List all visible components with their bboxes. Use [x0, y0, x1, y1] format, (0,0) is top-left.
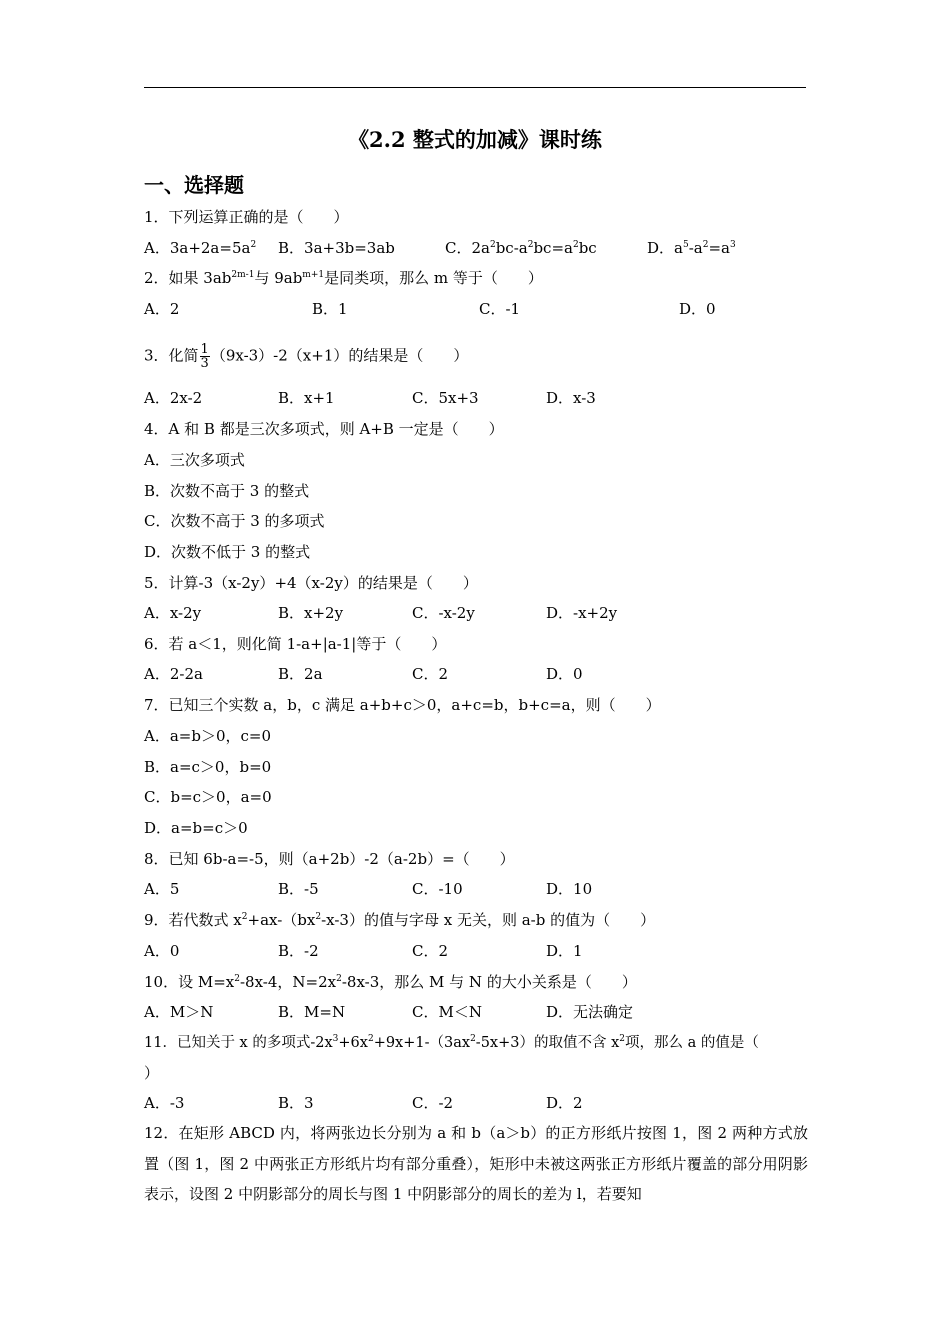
question-4-stem: 4．A 和 B 都是三次多项式，则 A+B 一定是（ ） [144, 420, 504, 438]
question-9-stem: 9．若代数式 $x^2+ax-(bx^2-x-3)$的值与字母 x 无关，则 a-b 的值为（ ） [144, 911, 656, 929]
option-c[interactable]: C．2 [412, 665, 449, 683]
option-d[interactable]: D．$a^5-a^2=a^3$ [647, 239, 736, 257]
option-a[interactable]: A．2 [144, 300, 180, 318]
option-a[interactable]: A．M＞N [144, 1003, 214, 1021]
option-d[interactable]: D．a=b=c＞0 [144, 819, 248, 837]
option-c[interactable]: C．次数不高于 3 的多项式 [144, 512, 325, 530]
section-heading: 一、选择题 [144, 173, 244, 197]
question-7-stem: 7．已知三个实数 a，b，c 满足 a+b+c＞0，a+c=b，b+c=a，则（ ） [144, 696, 661, 714]
option-c[interactable]: C．M＜N [412, 1003, 482, 1021]
option-b[interactable]: B．x+1 [278, 389, 335, 407]
option-d[interactable]: D．10 [546, 880, 593, 898]
question-11-stem-cont: ） [144, 1064, 160, 1082]
question-2-stem: 2．如果 $3ab^{2m-1}$与 $9ab^{m+1}$是同类项，那么 m 等于（ ） [144, 269, 543, 287]
question-1-stem: 1．下列运算正确的是（ ） [144, 208, 349, 226]
option-d[interactable]: D．1 [546, 942, 583, 960]
option-a[interactable]: A．2x-2 [144, 389, 203, 407]
option-d[interactable]: D．2 [546, 1094, 583, 1112]
option-d[interactable]: D．0 [546, 665, 583, 683]
page-title: 《2.2 整式的加减》课时练 [348, 127, 602, 152]
option-d[interactable]: D．x-3 [546, 389, 596, 407]
question-3-stem: 3．化简 $\frac{1}{3}$ （9x-3）-2（x+1）的结果是（ ） [144, 342, 469, 371]
option-a[interactable]: A．2-2a [144, 665, 203, 683]
option-c[interactable]: C．-x-2y [412, 604, 475, 622]
option-b[interactable]: B．-2 [278, 942, 319, 960]
option-b[interactable]: B．次数不高于 3 的整式 [144, 482, 310, 500]
option-b[interactable]: B．x+2y [278, 604, 344, 622]
option-b[interactable]: B．1 [312, 300, 348, 318]
question-12-stem: 12．在矩形 ABCD 内，将两张边长分别为 a 和 b（a＞b）的正方形纸片按图 1，图 2 两种方式放置（图 1，图 2 中两张正方形纸片均有部分重叠），矩形中未被这两张正方形纸片覆盖的部分用阴影表示，设图 2 中阴影部分的周长与图 1 中阴影部分的周长的差为 l，若要知 [144, 1124, 808, 1203]
option-c[interactable]: C．-1 [479, 300, 521, 318]
option-d[interactable]: D．无法确定 [546, 1003, 634, 1021]
question-11-stem: 11．已知关于 x 的多项式$-2x^3+6x^2+9x+1-(3ax^2-5x+3)$的取值不含 $x^2$项，那么 a 的值是（ [144, 1034, 759, 1051]
option-c[interactable]: C．b=c＞0，a=0 [144, 788, 272, 806]
question-5-stem: 5．计算-3（x-2y）+4（x-2y）的结果是（ ） [144, 574, 478, 592]
option-d[interactable]: D．次数不低于 3 的整式 [144, 543, 311, 561]
option-b[interactable]: B．3 [278, 1094, 314, 1112]
option-b[interactable]: B．2a [278, 665, 323, 683]
option-a[interactable]: A．x-2y [144, 604, 202, 622]
option-b[interactable]: B．-5 [278, 880, 319, 898]
fraction-one-third: $\frac{1}{3}$ [200, 342, 209, 371]
option-c[interactable]: C．5x+3 [412, 389, 479, 407]
question-8-stem: 8．已知 6b-a=-5，则（a+2b）-2（a-2b）=（ ） [144, 850, 515, 868]
option-b[interactable]: B．a=c＞0，b=0 [144, 758, 272, 776]
option-a[interactable]: A．5 [144, 880, 180, 898]
option-a[interactable]: A．0 [144, 942, 180, 960]
option-d[interactable]: D．0 [679, 300, 716, 318]
question-10-stem: 10．设 $M=x^2-8x-4$，$N=2x^2-8x-3$，那么 M 与 N 的大小关系是（ ） [144, 973, 637, 991]
option-d[interactable]: D．-x+2y [546, 604, 618, 622]
option-a[interactable]: A．三次多项式 [144, 451, 245, 469]
option-c[interactable]: C．2 [412, 942, 449, 960]
option-b[interactable]: B．3a+3b=3ab [278, 239, 395, 257]
option-c[interactable]: C．-10 [412, 880, 463, 898]
option-a[interactable]: A．a=b＞0，c=0 [144, 727, 272, 745]
option-c[interactable]: C．$2a^2bc-a^2bc=a^2bc$ [445, 239, 597, 257]
header-rule [144, 87, 806, 88]
question-6-stem: 6．若 a＜1，则化简 1-a+|a-1|等于（ ） [144, 635, 447, 653]
option-a[interactable]: A．$3a+2a=5a^2$ [144, 239, 257, 257]
option-b[interactable]: B．M=N [278, 1003, 346, 1021]
option-a[interactable]: A．-3 [144, 1094, 185, 1112]
option-c[interactable]: C．-2 [412, 1094, 454, 1112]
